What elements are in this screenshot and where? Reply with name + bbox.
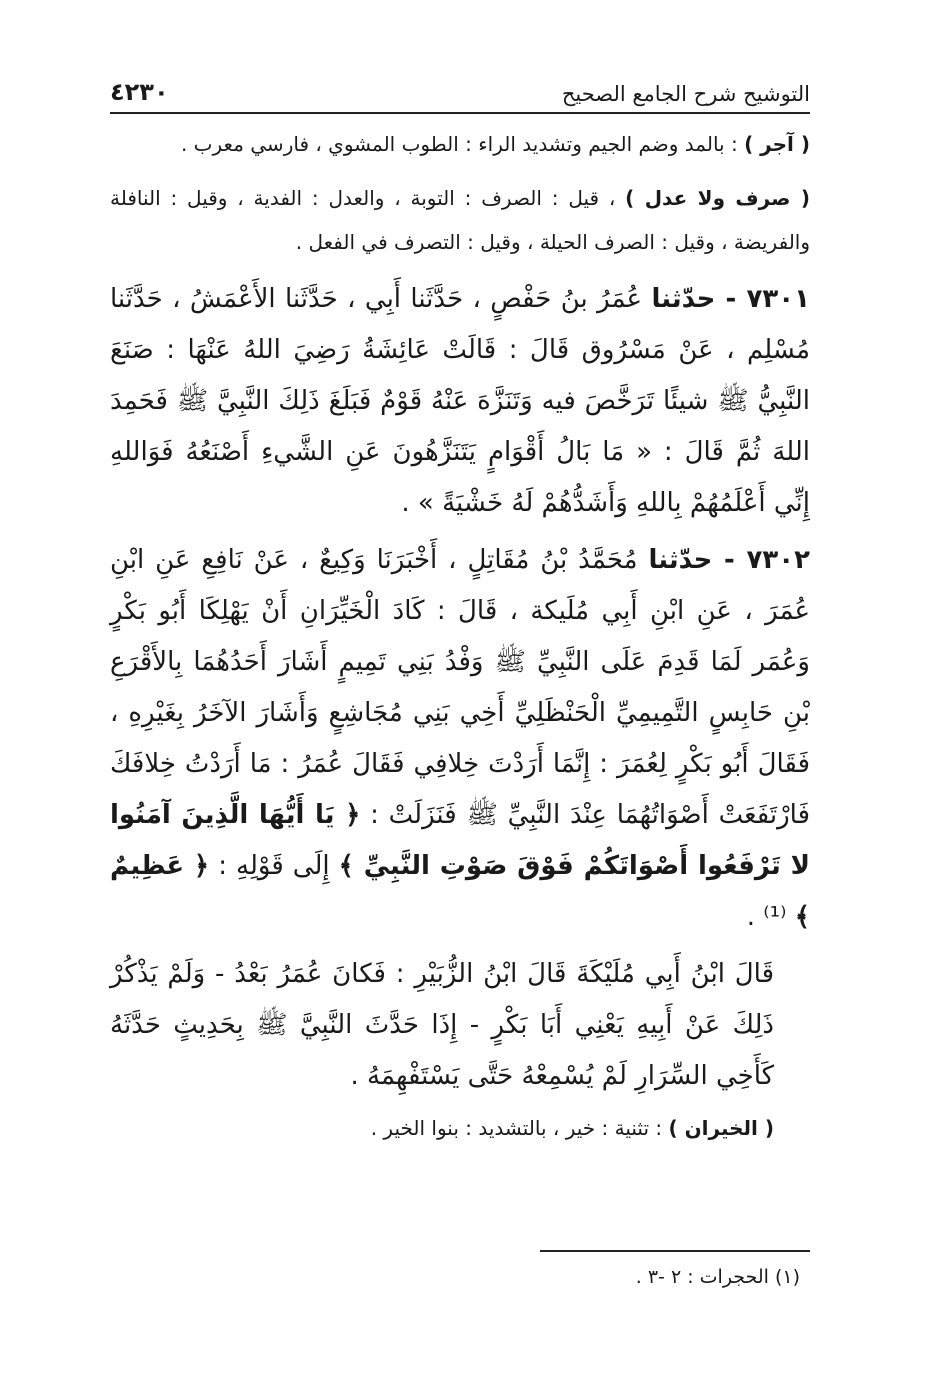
page-number: ٤٢٣٠ [110, 78, 169, 106]
gloss-text: : تثنية : خير ، بالتشديد : بنوا الخير . [370, 1116, 669, 1140]
hadith-7301: ٧٣٠١ - حدّثنا عُمَرُ بنُ حَفْصٍ ، حَدَّثَنا أَبِي ، حَدَّثَنا الأَعْمَشُ ، حَدَّثَنا مُسْلِم ، عَنْ مَسْرُوق قَالَ : قَالَتْ عَائِشَةُ رَضِيَ اللهُ عَنْهَا : صَنَعَ النَّبِيُّ ﷺ شيئًا تَرَخَّصَ فيه وَتَنَزَّهَ عَنْهُ قَوْمٌ فَبَلَغَ ذَلِكَ النَّبِيَّ ﷺ فَحَمِدَ اللهَ ثُمَّ قَالَ : « مَا بَالُ أَقْوَامٍ يَتَنَزَّهُونَ عَنِ الشَّيءِ أَصْنَعُهُ فَوَاللهِ إِنِّي أَعْلَمُهُمْ بِاللهِ وَأَشَدُّهُمْ لَهُ خَشْيَةً » . [110, 284, 810, 518]
hadith-7302: ٧٣٠٢ - حدّثنا مُحَمَّدُ بْنُ مُقَاتِلٍ ، أَخْبَرَنَا وَكِيعٌ ، عَنْ نَافِعِ عَنِ ابْنِ عُمَرَ ، عَنِ ابْنِ أَبِي مُلَيكة ، قَالَ : كَادَ الْخَيِّرَانِ أَنْ يَهْلِكَا أَبُو بَكْرٍ وَعُمَر لَمَا قَدِمَ عَلَى النَّبِيِّ ﷺ وَفْدُ بَنِي تَمِيمٍ أَشَارَ أَحَدُهُمَا بِالأَقْرَعِ بْنِ حَابِسٍ التَّمِيمِيِّ الْحَنْظَلِيِّ أَخِي بَنِي مُجَاشِعٍ وَأَشَارَ الآخَرُ بِغَيْرِهِ ، فَقَالَ أَبُو بَكْرٍ لِعُمَرَ : إِنَّمَا أَرَدْتَ خِلافِي فَقَالَ عُمَرُ : مَا أَرَدْتُ خِلافَكَ فَارْتَفَعَتْ أَصْوَاتُهُمَا عِنْدَ النَّبِيِّ ﷺ فَنَزَلَتْ : ﴿ يَا أَيُّهَا الَّذِينَ آمَنُوا لا تَرْفَعُوا أَصْوَاتَكُمْ فَوْقَ صَوْتِ النَّبِيِّ ﴾ إِلَى قَوْلِهِ : ﴿ عَظِيمٌ ﴾ ⁽¹⁾ . [110, 545, 810, 932]
quran-quote: ﴿ يَا أَيُّهَا الَّذِينَ آمَنُوا لا تَرْفَعُوا أَصْوَاتَكُمْ فَوْقَ صَوْتِ النَّبِيِّ ﴾ [110, 800, 810, 881]
gloss-text: ، قيل : الصرف : التوبة ، والعدل : الفدية ، وقيل : النافلة والفريضة ، وقيل : الصرف الحيلة ، وقيل : التصرف في الفعل . [110, 186, 810, 254]
running-header [110, 70, 810, 114]
gloss-text: : بالمد وضم الجيم وتشديد الراء : الطوب المشوي ، فارسي معرب . [180, 132, 745, 156]
header-title: التوشيح شرح الجامع الصحيح [561, 82, 810, 106]
gloss-term: ( الخيران ) [668, 1116, 774, 1140]
footnote-divider [540, 1250, 810, 1252]
page-body [110, 122, 810, 1150]
gloss-ajur [110, 122, 810, 166]
chain-opening: حدّثنا [648, 545, 713, 575]
hadith-number: ٧٣٠١ [746, 284, 810, 314]
gloss-term: ( صرف ولا عدل ) [625, 186, 810, 210]
ibn-abi-mulayka-note: قَالَ ابْنُ أَبِي مُلَيْكَةَ قَالَ ابْنُ الزُّبَيْرِ : فَكانَ عُمَرُ بَعْدُ - وَلَمْ يَذْكُرْ ذَلِكَ عَنْ أَبِيهِ يَعْنِي أَبَا بَكْرٍ - إِذَا حَدَّثَ النَّبِيَّ ﷺ بِحَدِيثٍ حَدَّثَهُ كَأَخِي السِّرَارِ لَمْ يُسْمِعْهُ حَتَّى يَسْتَفْهِمَهُ . [110, 959, 774, 1091]
hadith-text: مُحَمَّدُ بْنُ مُقَاتِلٍ ، أَخْبَرَنَا وَكِيعٌ ، عَنْ نَافِعِ عَنِ ابْنِ عُمَرَ ، عَنِ ابْنِ أَبِي مُلَيكة ، قَالَ : كَادَ الْخَيِّرَانِ أَنْ يَهْلِكَا أَبُو بَكْرٍ وَعُمَر لَمَا قَدِمَ عَلَى النَّبِيِّ ﷺ وَفْدُ بَنِي تَمِيمٍ أَشَارَ أَحَدُهُمَا بِالأَقْرَعِ بْنِ حَابِسٍ التَّمِيمِيِّ الْحَنْظَلِيِّ أَخِي بَنِي مُجَاشِعٍ وَأَشَارَ الآخَرُ بِغَيْرِهِ ، فَقَالَ أَبُو بَكْرٍ لِعُمَرَ : إِنَّمَا أَرَدْتَ خِلافِي فَقَالَ عُمَرُ : مَا أَرَدْتُ خِلافَكَ فَارْتَفَعَتْ أَصْوَاتُهُمَا عِنْدَ النَّبِيِّ ﷺ فَنَزَلَتْ : [110, 545, 810, 830]
footnote: (١) الحجرات : ٢ -٣ . [635, 1266, 800, 1288]
hadith-text-continued: إِلَى قَوْلِهِ : [209, 851, 339, 881]
hadith-text: عُمَرُ بنُ حَفْصٍ ، حَدَّثَنا أَبِي ، حَدَّثَنا الأَعْمَشُ ، حَدَّثَنا مُسْلِم ، عَنْ مَسْرُوق قَالَ : قَالَتْ عَائِشَةُ رَضِيَ اللهُ عَنْهَا : صَنَعَ النَّبِيُّ ﷺ شيئًا تَرَخَّصَ فيه وَتَنَزَّهَ عَنْهُ قَوْمٌ فَبَلَغَ ذَلِكَ النَّبِيَّ ﷺ فَحَمِدَ اللهَ ثُمَّ قَالَ : « مَا بَالُ أَقْوَامٍ يَتَنَزَّهُونَ عَنِ الشَّيءِ أَصْنَعُهُ فَوَاللهِ إِنِّي أَعْلَمُهُمْ بِاللهِ وَأَشَدُّهُمْ لَهُ خَشْيَةً » . [110, 284, 810, 518]
gloss-khayran [110, 1106, 810, 1150]
chain-opening: حدّثنا [651, 284, 716, 314]
gloss-term: ( آجر ) [744, 132, 810, 156]
gloss-sarf-wa-adl [110, 176, 810, 264]
hadith-number: ٧٣٠٢ [746, 545, 810, 575]
footnote-reference: ⁽¹⁾ . [746, 902, 795, 932]
book-page [110, 70, 810, 1330]
quran-quote-end: ﴿ عَظِيمٌ ﴾ [110, 851, 810, 932]
